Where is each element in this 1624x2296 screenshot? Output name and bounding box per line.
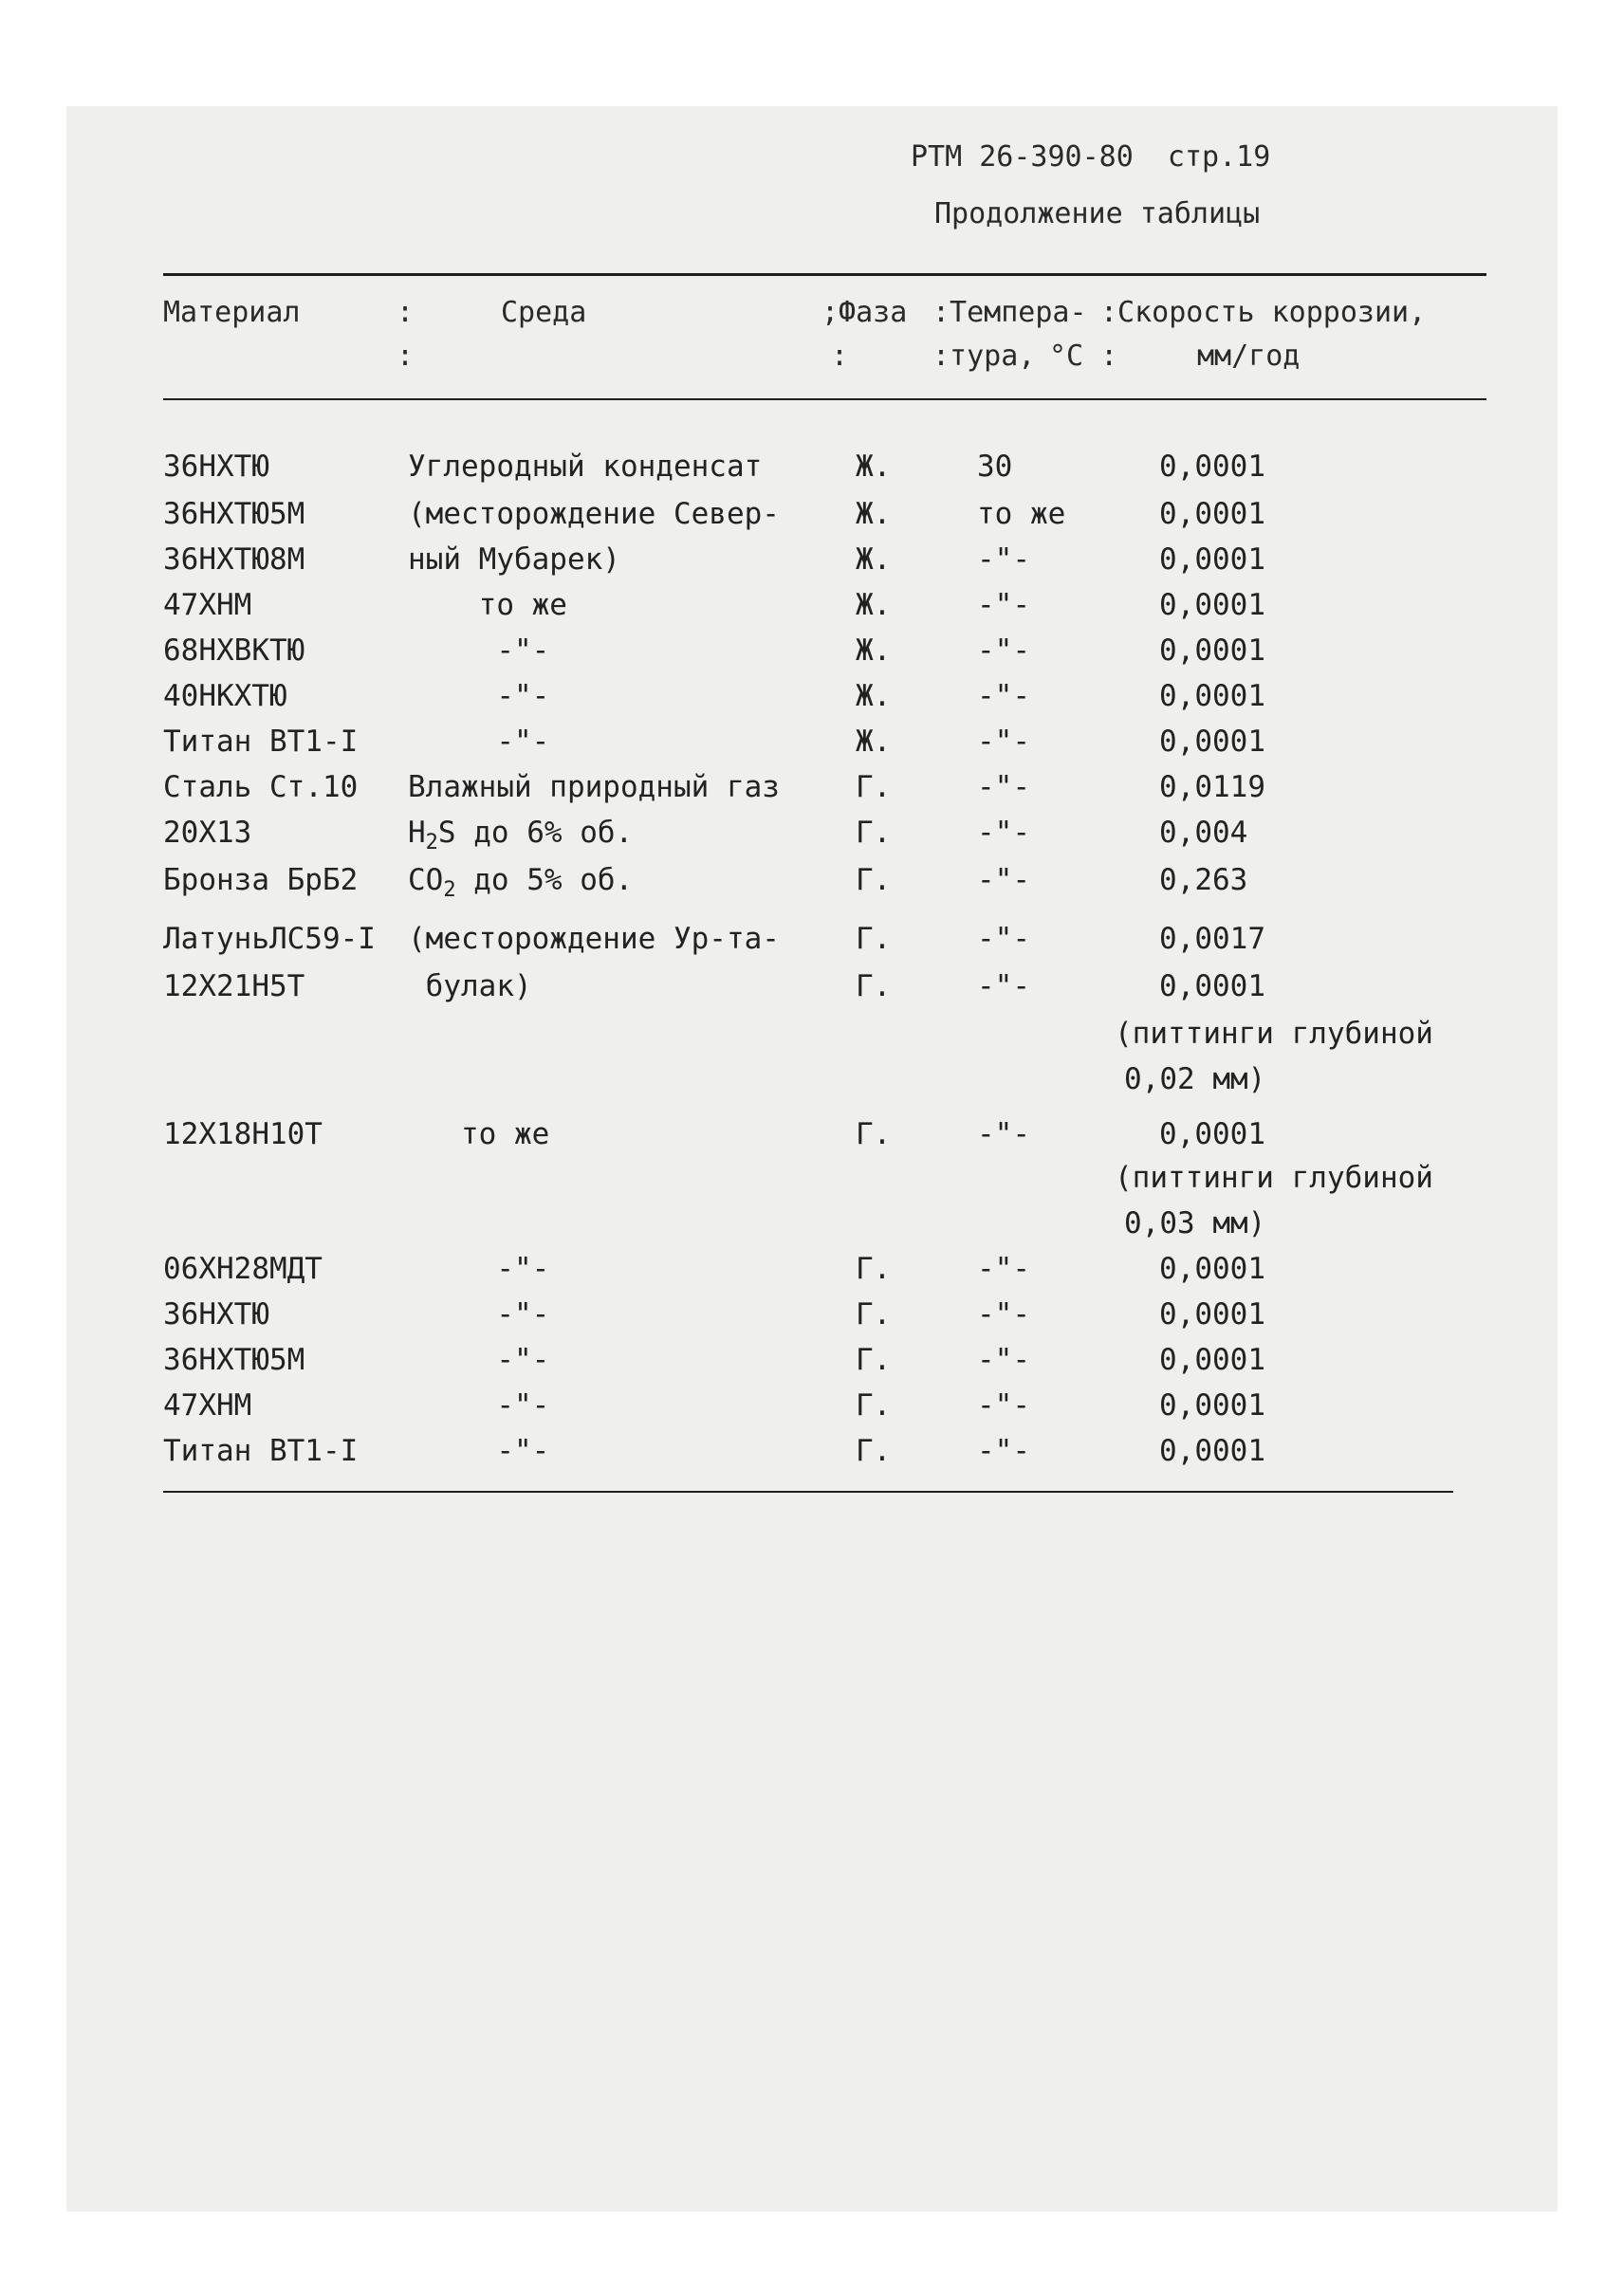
table-header-rule	[163, 398, 1486, 400]
phase-cell: Г.	[856, 770, 892, 804]
material-cell: 68НХВКТЮ	[163, 634, 305, 668]
temperature-cell: -"-	[977, 634, 1030, 668]
environment-cell: -"-	[408, 1434, 550, 1468]
column-separator: :	[831, 340, 849, 373]
formula-subscript: 2	[443, 878, 456, 903]
environment-cell	[408, 863, 633, 908]
environment-formula: CO	[408, 863, 444, 897]
corrosion-rate-cell: 0,0001	[1159, 497, 1265, 531]
table-row	[0, 1297, 1624, 1347]
environment-cell: (месторождение Ур-та-	[408, 922, 780, 956]
environment-cell: Влажный природный газ	[408, 770, 780, 804]
environment-cell: -"-	[408, 1388, 550, 1423]
document-reference: РТМ 26-390-80 стр.19	[911, 140, 1271, 174]
table-row	[0, 542, 1624, 592]
material-cell: 20Х13	[163, 816, 252, 850]
corrosion-rate-cell: 0,0001	[1159, 1434, 1265, 1468]
table-row	[0, 1388, 1624, 1438]
temperature-cell: -"-	[977, 922, 1030, 956]
table-row	[0, 816, 1624, 865]
environment-cell: булак)	[408, 969, 532, 1003]
temperature-cell: -"-	[977, 542, 1030, 577]
material-cell: Сталь Ст.10	[163, 770, 359, 804]
temperature-cell: -"-	[977, 1117, 1030, 1151]
corrosion-rate-cell: 0,0001	[1159, 1252, 1265, 1286]
corrosion-rate-cell: 0,0001	[1159, 1388, 1265, 1423]
phase-cell: Г.	[856, 1252, 892, 1286]
corrosion-rate-cell: 0,0001	[1159, 1297, 1265, 1332]
phase-cell: Г.	[856, 1388, 892, 1423]
phase-cell: Ж.	[856, 542, 892, 577]
table-row	[0, 863, 1624, 912]
corrosion-rate-cell: 0,0001	[1159, 725, 1265, 759]
environment-cell: -"-	[408, 1343, 550, 1377]
phase-cell: Г.	[856, 863, 892, 897]
pitting-depth: 0,02 мм)	[1124, 1062, 1266, 1096]
temperature-cell: -"-	[977, 770, 1030, 804]
environment-cell: -"-	[408, 725, 550, 759]
table-top-rule	[163, 273, 1486, 276]
environment-cell: -"-	[408, 1252, 550, 1286]
table-row	[0, 1252, 1624, 1301]
table-continuation-caption: Продолжение таблицы	[934, 197, 1261, 230]
environment-cell	[408, 816, 633, 860]
table-note-row	[0, 1161, 1624, 1240]
table-row	[0, 770, 1624, 819]
phase-cell: Г.	[856, 922, 892, 956]
material-cell: 12Х18Н10Т	[163, 1117, 323, 1151]
environment-formula: H	[408, 816, 426, 850]
phase-cell: Г.	[856, 816, 892, 850]
column-header-temperature-line2: :тура,	[932, 340, 1036, 373]
phase-cell: Г.	[856, 1117, 892, 1151]
material-cell: Бронза БрБ2	[163, 863, 359, 897]
environment-cell: (месторождение Север-	[408, 497, 780, 531]
pitting-depth: 0,03 мм)	[1124, 1206, 1266, 1240]
temperature-cell: -"-	[977, 1252, 1030, 1286]
material-cell: ЛатуньЛС59-I	[163, 922, 376, 956]
temperature-cell: -"-	[977, 1434, 1030, 1468]
phase-cell: Г.	[856, 1343, 892, 1377]
corrosion-rate-cell: 0,0001	[1159, 450, 1265, 484]
column-header-environment: Среда	[501, 296, 587, 329]
material-cell: Титан ВТ1-I	[163, 725, 359, 759]
environment-cell: то же	[408, 1117, 550, 1151]
temperature-cell: -"-	[977, 679, 1030, 713]
column-header-temperature: :Темпера-	[932, 296, 1087, 329]
environment-cell: -"-	[408, 634, 550, 668]
table-row	[0, 588, 1624, 637]
environment-cell: -"-	[408, 679, 550, 713]
phase-cell: Ж.	[856, 588, 892, 622]
temperature-cell: -"-	[977, 1388, 1030, 1423]
environment-cell: -"-	[408, 1297, 550, 1332]
temperature-cell: -"-	[977, 969, 1030, 1003]
material-cell: 06ХН28МДТ	[163, 1252, 323, 1286]
pitting-note: (питтинги глубиной	[1115, 1017, 1433, 1051]
environment-concentration: до 5% об.	[455, 863, 634, 897]
column-header-material: Материал	[163, 296, 301, 329]
temperature-cell: -"-	[977, 816, 1030, 850]
corrosion-rate-cell: 0,0001	[1159, 542, 1265, 577]
column-header-rate: :Скорость коррозии,	[1100, 296, 1427, 329]
column-separator: :	[397, 340, 415, 373]
corrosion-rate-cell: 0,0001	[1159, 679, 1265, 713]
corrosion-rate-cell: 0,0017	[1159, 922, 1265, 956]
phase-cell: Г.	[856, 1434, 892, 1468]
table-bottom-rule	[163, 1491, 1453, 1493]
material-cell: 36НХТЮ	[163, 1297, 269, 1332]
table-row	[0, 450, 1624, 499]
phase-cell: Г.	[856, 969, 892, 1003]
phase-cell: Ж.	[856, 725, 892, 759]
pitting-note: (питтинги глубиной	[1115, 1161, 1433, 1195]
phase-cell: Ж.	[856, 634, 892, 668]
material-cell: 36НХТЮ5М	[163, 497, 305, 531]
formula-subscript: 2	[425, 831, 438, 855]
temperature-cell: -"-	[977, 725, 1030, 759]
phase-cell: Ж.	[856, 450, 892, 484]
corrosion-rate-cell: 0,0001	[1159, 1343, 1265, 1377]
table-row	[0, 1343, 1624, 1392]
phase-cell: Г.	[856, 1297, 892, 1332]
temperature-cell: -"-	[977, 588, 1030, 622]
material-cell: 47ХНМ	[163, 588, 252, 622]
corrosion-rate-cell: 0,0119	[1159, 770, 1265, 804]
corrosion-rate-cell: 0,263	[1159, 863, 1248, 897]
environment-concentration: S до 6% об.	[437, 816, 634, 850]
material-cell: 47ХНМ	[163, 1388, 252, 1423]
temperature-cell: то же	[977, 497, 1066, 531]
material-cell: Титан ВТ1-I	[163, 1434, 359, 1468]
corrosion-rate-cell: 0,0001	[1159, 588, 1265, 622]
corrosion-rate-cell: 0,0001	[1159, 1117, 1265, 1151]
material-cell: 36НХТЮ8М	[163, 542, 305, 577]
environment-cell: Углеродный конденсат	[408, 450, 763, 484]
table-row	[0, 922, 1624, 971]
temperature-cell: 30	[977, 450, 1013, 484]
environment-cell: ный Мубарек)	[408, 542, 620, 577]
material-cell: 40НКХТЮ	[163, 679, 287, 713]
table-row	[0, 1117, 1624, 1166]
material-cell: 36НХТЮ	[163, 450, 269, 484]
material-cell: 36НХТЮ5М	[163, 1343, 305, 1377]
column-header-temperature-unit: °С :	[1049, 340, 1118, 373]
column-separator: :	[397, 296, 415, 329]
phase-cell: Ж.	[856, 497, 892, 531]
column-header-rate-unit: мм/год	[1197, 340, 1301, 373]
phase-cell: Ж.	[856, 679, 892, 713]
corrosion-rate-cell: 0,004	[1159, 816, 1248, 850]
temperature-cell: -"-	[977, 1343, 1030, 1377]
table-row	[0, 634, 1624, 683]
table-row	[0, 1434, 1624, 1483]
temperature-cell: -"-	[977, 1297, 1030, 1332]
column-header-phase: ;Фаза	[821, 296, 908, 329]
material-cell: 12Х21Н5Т	[163, 969, 305, 1003]
table-note-row	[0, 1017, 1624, 1096]
table-row	[0, 497, 1624, 546]
temperature-cell: -"-	[977, 863, 1030, 897]
table-row	[0, 725, 1624, 774]
corrosion-rate-cell: 0,0001	[1159, 969, 1265, 1003]
environment-cell: то же	[408, 588, 567, 622]
table-row	[0, 969, 1624, 1019]
table-row	[0, 679, 1624, 728]
corrosion-rate-cell: 0,0001	[1159, 634, 1265, 668]
